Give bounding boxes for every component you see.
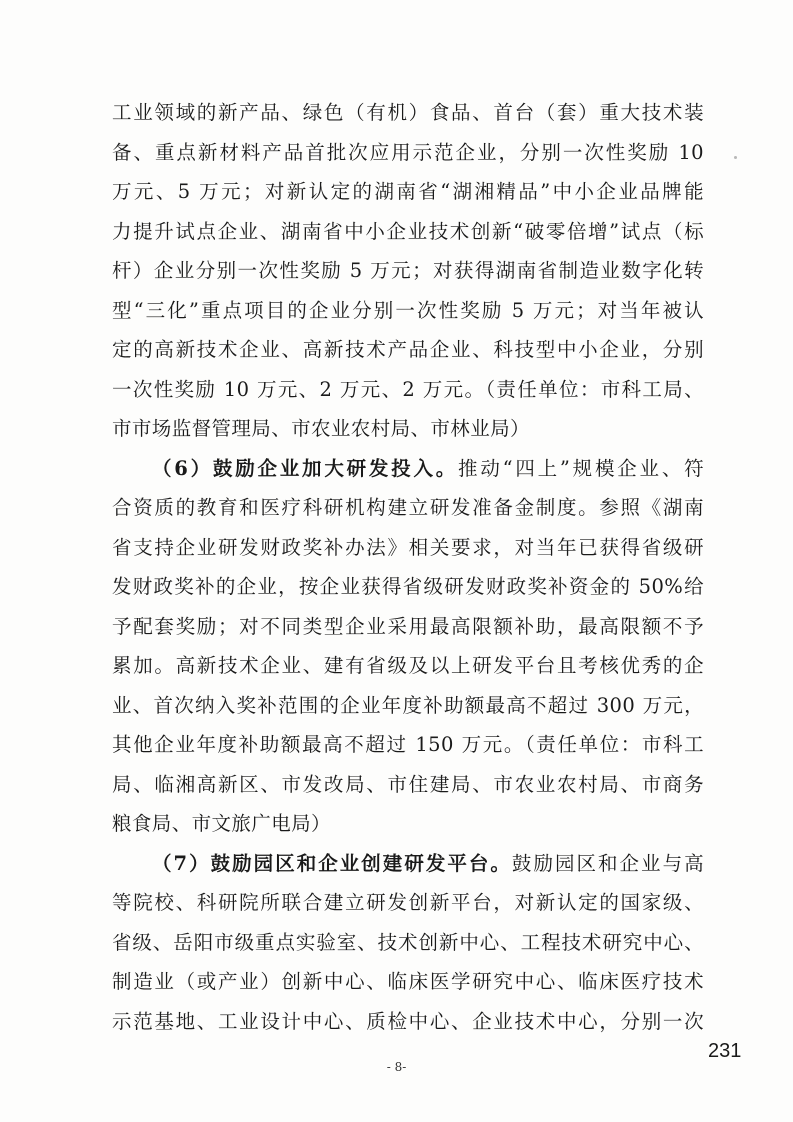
text-line: 粮食局、市文旅广电局） (112, 812, 331, 835)
text-line: 市市场监督管理局、市农业农村局、市林业局） (112, 417, 530, 440)
text-line: 一次性奖励 10 万元、2 万元、2 万元。（责任单位：市科工局、 (112, 377, 704, 401)
text-line: 制造业（或产业）创新中心、临床医学研究中心、临床医疗技术 (112, 970, 704, 993)
section-7-heading: （7）鼓励园区和企业创建研发平台。 (152, 851, 512, 875)
text-line: 其他企业年度补助额最高不超过 150 万元。（责任单位：市科工 (112, 733, 704, 756)
section-7-first-line-text: 鼓励园区和企业与高 (511, 851, 704, 875)
text-line: 定的高新技术企业、高新技术产品企业、科技型中小企业，分别 (112, 338, 704, 361)
section-6-first-line (112, 449, 704, 489)
body-text (112, 93, 704, 1041)
text-line: 发财政奖补的企业，按企业获得省级研发财政奖补资金的 50%给 (112, 575, 704, 598)
section-6-first-line-text: 推动“四上”规模企业、符 (458, 456, 704, 480)
text-line: 省级、岳阳市级重点实验室、技术创新中心、工程技术研究中心、 (112, 930, 704, 954)
page-number: - 8- (386, 1060, 407, 1074)
text-line: 万元、5 万元；对新认定的湖南省“湖湘精品”中小企业品牌能 (112, 180, 704, 203)
text-line: 省支持企业研发财政奖补办法》相关要求，对当年已获得省级研 (112, 535, 704, 559)
text-line: 合资质的教育和医疗科研机构建立研发准备金制度。参照《湖南 (112, 496, 704, 519)
text-line: 杆）企业分别一次性奖励 5 万元；对获得湖南省制造业数字化转 (112, 259, 704, 282)
text-line: 累加。高新技术企业、建有省级及以上研发平台且考核优秀的企 (112, 654, 704, 677)
section-6-heading: （6）鼓励企业加大研发投入。 (152, 456, 459, 480)
sheet-number: 231 (708, 1040, 742, 1062)
text-line: 备、重点新材料产品首批次应用示范企业，分别一次性奖励 10 (112, 140, 704, 164)
section-7-first-line (112, 844, 704, 884)
text-line: 力提升试点企业、湖南省中小企业技术创新“破零倍增”试点（标 (112, 219, 704, 243)
text-line: 业、首次纳入奖补范围的企业年度补助额最高不超过 300 万元， (112, 693, 704, 717)
text-line: 予配套奖励；对不同类型企业采用最高限额补助，最高限额不予 (112, 614, 704, 638)
text-line: 等院校、科研院所联合建立研发创新平台，对新认定的国家级、 (112, 891, 704, 914)
text-line: 工业领域的新产品、绿色（有机）食品、首台（套）重大技术装 (112, 101, 704, 124)
scan-speck (734, 156, 737, 159)
text-line: 型“三化”重点项目的企业分别一次性奖励 5 万元；对当年被认 (112, 298, 704, 322)
text-line: 局、临湘高新区、市发改局、市住建局、市农业农村局、市商务 (112, 772, 704, 796)
text-line: 示范基地、工业设计中心、质检中心、企业技术中心，分别一次 (112, 1009, 704, 1033)
